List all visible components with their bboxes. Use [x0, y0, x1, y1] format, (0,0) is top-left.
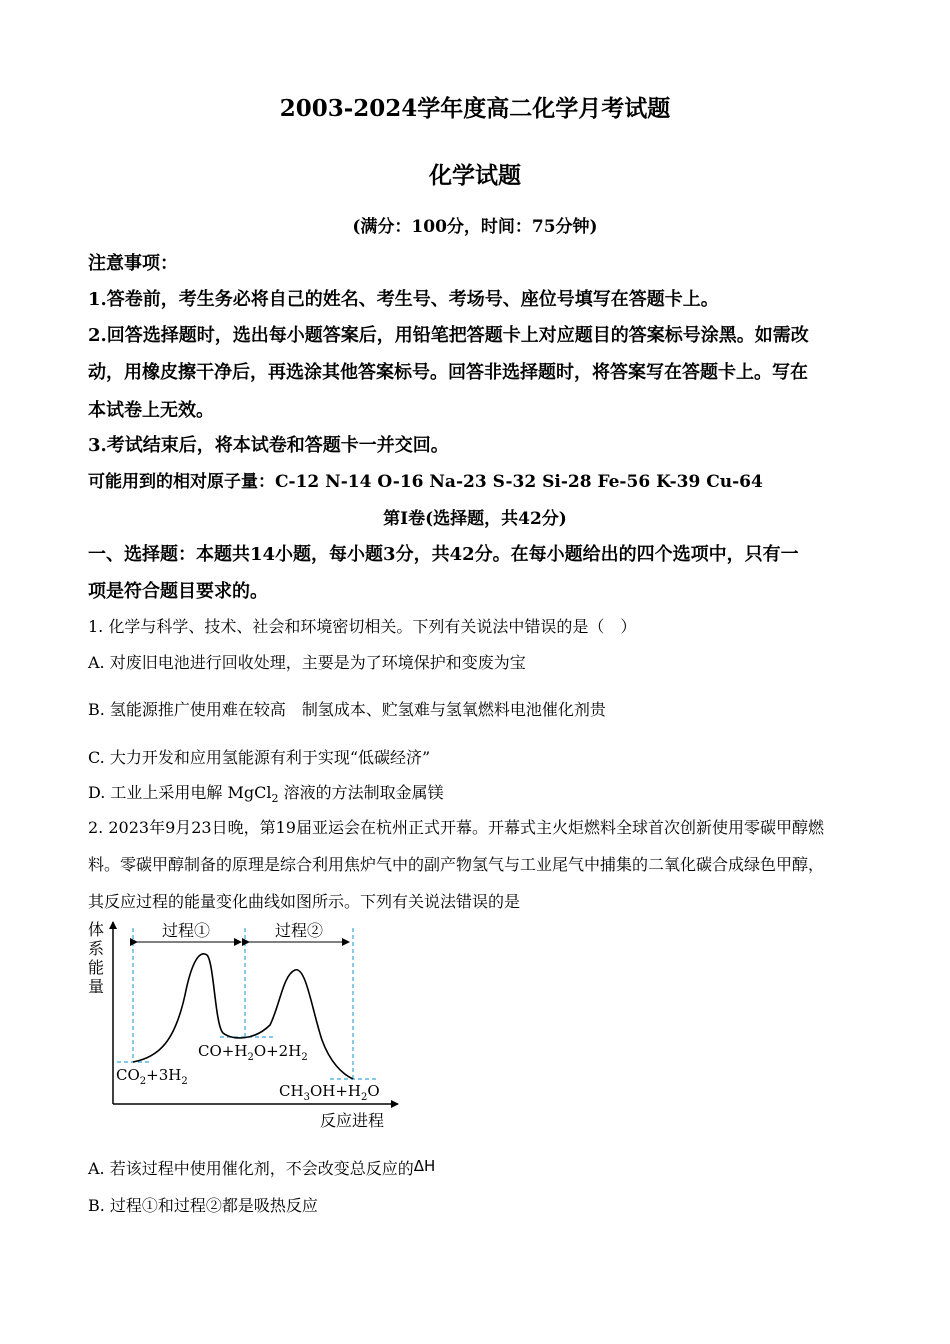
- exam-subtitle: 化学试题: [429, 162, 521, 189]
- y-axis-label-char-3: 能: [88, 958, 105, 977]
- section-intro-line-1: 一、选择题：本题共14小题，每小题3分，共42分。在每小题给出的四个选项中，只有一: [88, 544, 799, 565]
- y-axis-label-char-1: 体: [88, 920, 105, 939]
- notice-item-2-line-3: 本试卷上无效。: [88, 400, 214, 421]
- q2-stem-line-2: 料。零碳甲醇制备的原理是综合利用焦炉气中的副产物氢气与工业尾气中捕集的二氧化碳合成绿色甲醇，: [88, 855, 825, 874]
- exam-title: 2003-2024学年度高二化学月考试题: [279, 95, 671, 122]
- q1-option-d-pre: D. 工业上采用电解 MgCl: [88, 783, 272, 802]
- y-axis-label-char-4: 量: [88, 977, 105, 996]
- state-products-label: $CH_3OH+H_2O$: [279, 1082, 380, 1103]
- q2-stem-line-3: 其反应过程的能量变化曲线如图所示。下列有关说法错误的是: [88, 892, 521, 911]
- delta-h-symbol: ΔH: [413, 1157, 436, 1175]
- section-intro-line-2: 项是符合题目要求的。: [88, 581, 268, 602]
- q1-option-c: C. 大力开发和应用氢能源有利于实现“低碳经济”: [88, 748, 431, 767]
- notice-item-2-line-1: 2.回答选择题时，选出每小题答案后，用铅笔把答题卡上对应题目的答案标号涂黑。如需改: [88, 325, 809, 346]
- q2-stem-line-1: 2. 2023年9月23日晚，第19届亚运会在杭州正式开幕。开幕式主火炬燃料全球首次创新使用零碳甲醇燃: [88, 818, 824, 837]
- q1-option-a: A. 对废旧电池进行回收处理，主要是为了环境保护和变废为宝: [88, 653, 526, 672]
- notice-item-3: 3.考试结束后，将本试卷和答题卡一并交回。: [88, 435, 449, 456]
- exam-meta: (满分：100分，时间：75分钟): [352, 217, 598, 237]
- notice-item-2-line-2: 动，用橡皮擦干净后，再选涂其他答案标号。回答非选择题时，将答案写在答题卡上。写在: [88, 362, 808, 383]
- energy-curve: [133, 954, 353, 1079]
- y-axis-label-char-2: 系: [88, 939, 105, 958]
- q1-option-d-post: 溶液的方法制取金属镁: [278, 783, 444, 802]
- q1-option-d-sub: 2: [271, 792, 279, 806]
- q2-option-a: [88, 1156, 435, 1179]
- x-axis-label: 反应进程: [320, 1111, 385, 1130]
- notice-item-1: 1.答卷前，考生务必将自己的姓名、考生号、考场号、座位号填写在答题卡上。: [88, 289, 719, 310]
- section-title: 第Ⅰ卷(选择题，共42分): [383, 509, 567, 529]
- notice-heading: 注意事项：: [88, 253, 178, 274]
- state-intermediate-label: $CO+H_2O+2H_2$: [198, 1042, 308, 1063]
- q1-stem: 1. 化学与科学、技术、社会和环境密切相关。下列有关说法中错误的是（ ）: [88, 617, 637, 636]
- process-2-label: 过程②: [275, 921, 324, 940]
- energy-diagram: [80, 912, 410, 1134]
- atomic-masses: 可能用到的相对原子量：C-12 N-14 O-16 Na-23 S-32 Si-28 Fe-56 K-39 Cu-64: [88, 472, 763, 492]
- q2-option-a-text: A. 若该过程中使用催化剂，不会改变总反应的: [88, 1159, 414, 1178]
- state-reactants-label: $CO_2+3H_2$: [116, 1066, 188, 1087]
- q2-option-b: B. 过程①和过程②都是吸热反应: [88, 1196, 318, 1215]
- process-1-label: 过程①: [162, 921, 211, 940]
- q1-option-b: B. 氢能源推广使用难在较高 制氢成本、贮氢难与氢氧燃料电池催化剂贵: [88, 700, 606, 719]
- q1-option-d: [88, 780, 444, 805]
